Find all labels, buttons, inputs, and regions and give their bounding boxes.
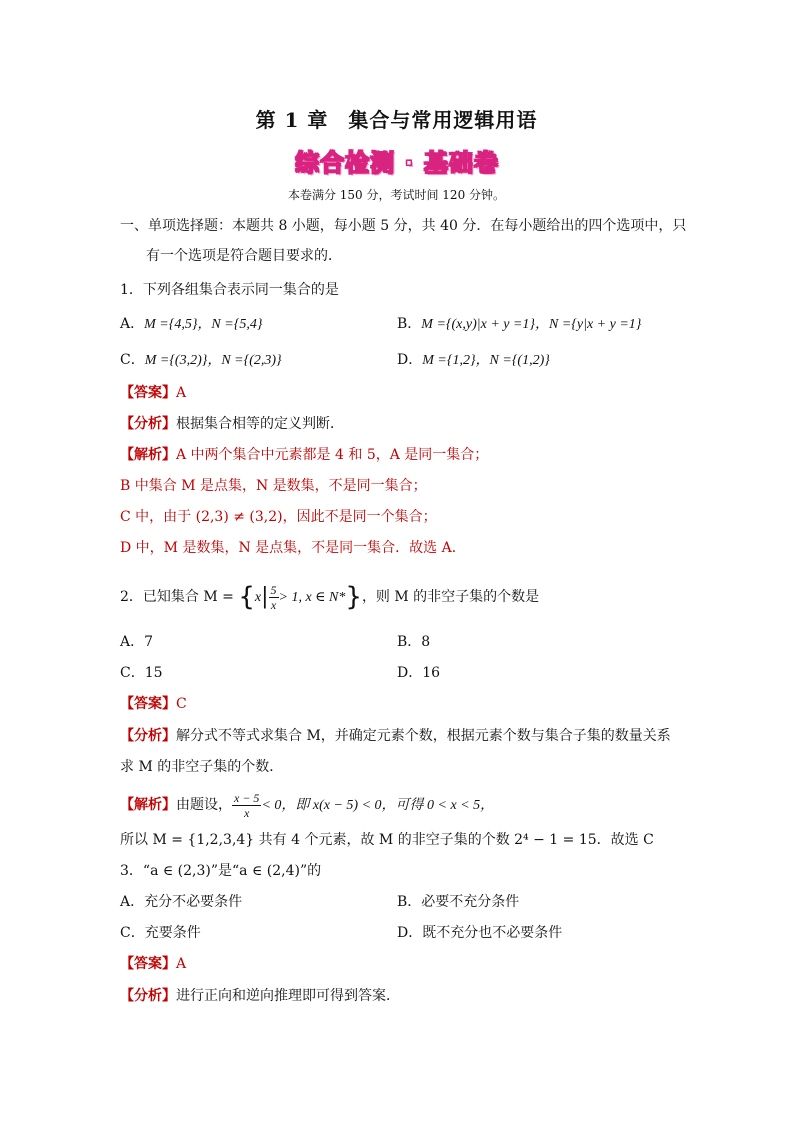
- q1-answer-tag: 【答案】: [120, 385, 176, 401]
- q2-option-b-label: B．: [397, 634, 422, 650]
- q3-stem: 3．“a ∈ (2,3)”是“a ∈ (2,4)”的: [120, 863, 322, 879]
- chapter-title: 集合与常用逻辑用语: [348, 108, 538, 132]
- q2-option-c-text: 15: [144, 665, 163, 681]
- q3-option-b-label: B．: [397, 894, 422, 910]
- q1-option-a-text: M ={4,5}，N ={5,4}: [144, 317, 263, 332]
- q1-option-c-text: M ={(3,2)}，N ={(2,3)}: [144, 353, 282, 368]
- q3-option-c-text: 充要条件: [144, 925, 201, 941]
- q3-option-a-label: A．: [120, 894, 145, 910]
- q1-solution-line1: [120, 445, 488, 465]
- exam-note: 本卷满分 150 分，考试时间 120 分钟。: [287, 188, 506, 202]
- q1-answer: [120, 383, 186, 403]
- q1-solution-line2: B 中集合 M 是点集，N 是数集，不是同一集合；: [120, 478, 427, 494]
- q1-option-a: [120, 314, 262, 335]
- q2-solution-fraction: [232, 791, 261, 820]
- left-brace-icon: {: [238, 582, 255, 612]
- q1-solution-tag: 【解析】: [120, 447, 176, 463]
- page-title: [0, 104, 793, 133]
- q1-option-a-label: A．: [120, 316, 145, 332]
- q1-solution-text1: A 中两个集合中元素都是 4 和 5，A 是同一集合；: [176, 447, 489, 463]
- q2-fraction-denominator: x: [270, 597, 277, 612]
- q1-analysis: [120, 414, 344, 434]
- section-heading-line1: 一、单项选择题：本题共 8 小题，每小题 5 分，共 40 分．在每小题给出的四个选项中，只: [120, 218, 687, 234]
- q2-stem-suffix: ，则 M 的非空子集的个数是: [361, 589, 540, 605]
- q1-solution-line4: D 中，M 是数集，N 是点集，不是同一集合．故选 A．: [120, 540, 466, 556]
- q3-option-d-text: 既不充分也不必要条件: [422, 925, 563, 941]
- q3-option-b: [397, 892, 519, 912]
- q3-analysis: [120, 986, 400, 1006]
- q2-option-a-text: 7: [144, 634, 154, 650]
- q2-solution-numerator: x − 5: [234, 790, 260, 805]
- q3-option-c-label: C．: [120, 925, 145, 941]
- q1-answer-value: A: [176, 385, 187, 401]
- q2-solution-line2: 所以 M = {1,2,3,4} 共有 4 个元素，故 M 的非空子集的个数 2⁴ − 1 = 15．故选 C: [120, 832, 654, 848]
- q2-option-a: [120, 632, 153, 652]
- q1-option-c: [120, 350, 282, 371]
- q2-analysis-text1: 解分式不等式求集合 M，并确定元素个数，根据元素个数与集合子集的数量关系: [176, 728, 671, 744]
- q2-answer-value: C: [176, 696, 187, 712]
- q2-set-fraction: [269, 583, 279, 612]
- q2-option-b-text: 8: [421, 634, 431, 650]
- q3-answer-value: A: [176, 956, 187, 972]
- q3-option-a-text: 充分不必要条件: [144, 894, 243, 910]
- q2-analysis-line1: [120, 726, 671, 746]
- section-heading-line2: 有一个选项是符合题目要求的．: [146, 248, 342, 264]
- q2-option-d: [397, 663, 440, 683]
- q2-stem-prefix: 2．已知集合 M =: [120, 589, 234, 605]
- q2-option-c-label: C．: [120, 665, 145, 681]
- q2-option-d-label: D．: [397, 665, 423, 681]
- q1-option-d: [397, 350, 550, 371]
- banner-text: 综合检测 · 基础卷: [295, 148, 499, 177]
- q2-stem: [120, 582, 539, 613]
- q3-option-c: [120, 923, 201, 943]
- chapter-number: 第 1 章: [255, 108, 329, 132]
- q2-option-a-label: A．: [120, 634, 145, 650]
- q1-solution-line3: C 中，由于 (2,3) ≠ (3,2)，因此不是同一个集合；: [120, 509, 437, 525]
- q1-analysis-tag: 【分析】: [120, 416, 176, 432]
- q1-option-d-text: M ={1,2}，N ={(1,2)}: [422, 353, 550, 368]
- q2-set-variable: x: [254, 590, 262, 605]
- q2-option-b: [397, 632, 430, 652]
- q2-solution-line1: [120, 790, 494, 821]
- q2-answer-tag: 【答案】: [120, 696, 176, 712]
- q3-option-d-label: D．: [397, 925, 423, 941]
- q1-option-b-label: B．: [397, 316, 422, 332]
- q1-option-d-label: D．: [397, 352, 423, 368]
- q2-solution-prefix: 由题设，: [176, 797, 232, 813]
- q3-option-d: [397, 923, 562, 943]
- q2-option-d-text: 16: [422, 665, 441, 681]
- q2-solution-tag: 【解析】: [120, 797, 176, 813]
- q2-set-condition: > 1, x ∈ N*: [278, 590, 346, 605]
- q3-answer-tag: 【答案】: [120, 956, 176, 972]
- q3-option-a: [120, 892, 242, 912]
- q1-analysis-text: 根据集合相等的定义判断．: [176, 416, 344, 432]
- q2-analysis-line2: 求 M 的非空子集的个数．: [120, 759, 284, 775]
- q2-analysis-tag: 【分析】: [120, 728, 176, 744]
- bar-icon: |: [261, 584, 269, 609]
- q2-option-c: [120, 663, 163, 683]
- q1-stem: 1．下列各组集合表示同一集合的是: [120, 282, 339, 298]
- q1-option-b: [397, 314, 641, 335]
- q2-fraction-numerator: 5: [270, 582, 277, 597]
- q1-option-b-text: M ={(x,y)|x + y =1}，N ={y|x + y =1}: [421, 317, 642, 332]
- exam-type-banner: [284, 143, 510, 177]
- q2-answer: [120, 694, 187, 714]
- q3-analysis-tag: 【分析】: [120, 988, 176, 1004]
- q2-solution-text1: < 0，即 x(x − 5) < 0，可得 0 < x < 5，: [261, 798, 495, 813]
- q3-analysis-text: 进行正向和逆向推理即可得到答案．: [176, 988, 400, 1004]
- q3-answer: [120, 954, 186, 974]
- q1-option-c-label: C．: [120, 352, 145, 368]
- q3-option-b-text: 必要不充分条件: [421, 894, 520, 910]
- q2-solution-denominator: x: [244, 805, 250, 820]
- right-brace-icon: }: [345, 582, 362, 612]
